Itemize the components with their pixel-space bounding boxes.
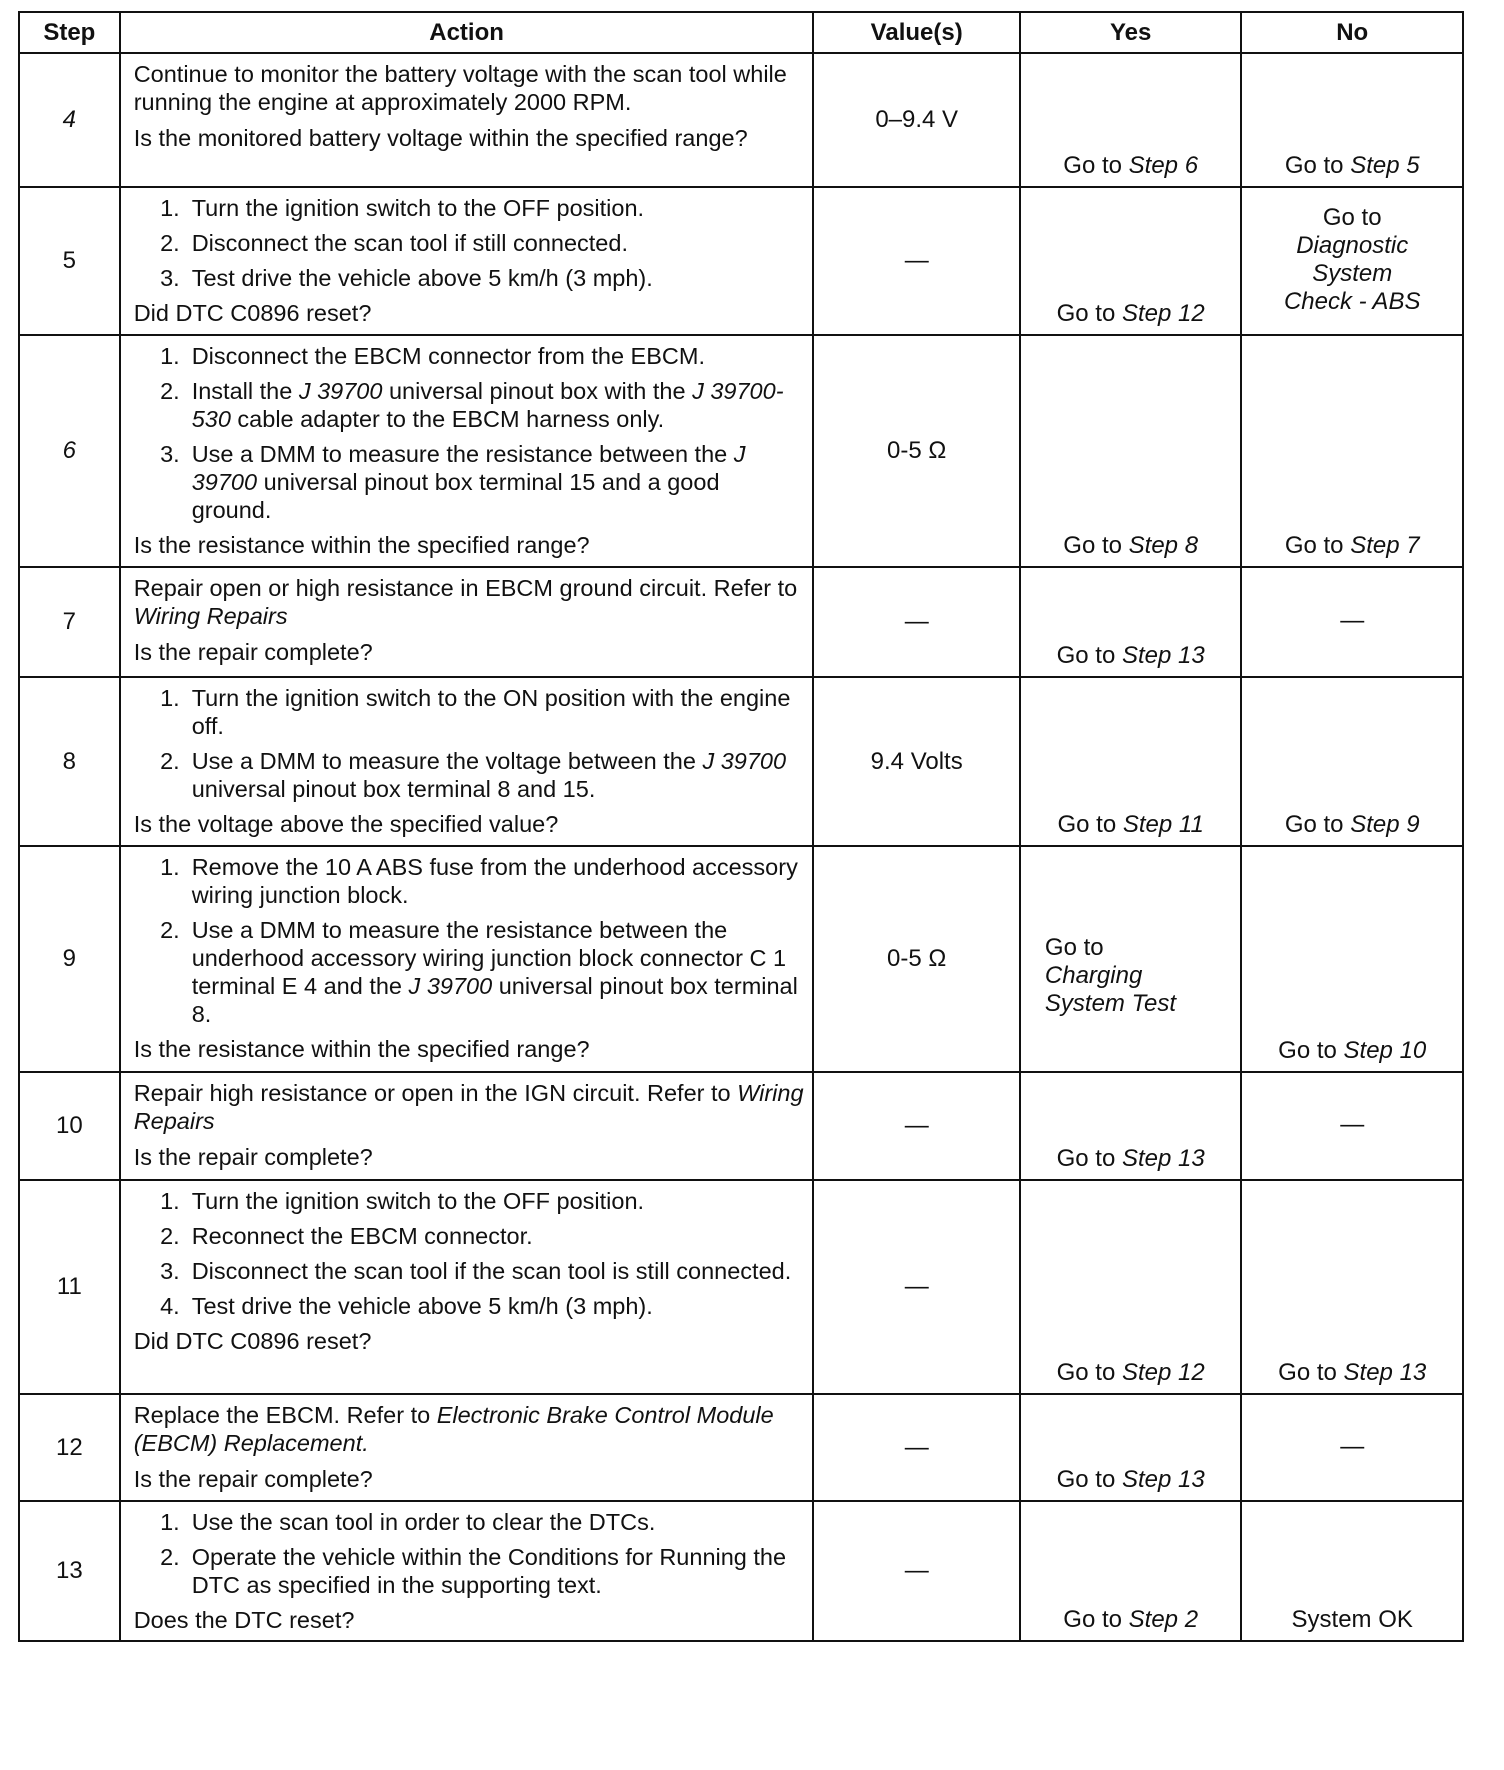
action-question: Is the voltage above the specified value? bbox=[133, 811, 559, 837]
list-item: 3. Test drive the vehicle above 5 km/h (3 mph). bbox=[160, 265, 653, 291]
action-question: Is the resistance within the specified range? bbox=[133, 532, 590, 558]
no-cell: System OK bbox=[1241, 1501, 1463, 1641]
value-cell: — bbox=[813, 567, 1019, 677]
list-item: 2. Operate the vehicle within the Conditions for Running the DTC as specified in the supporting text. bbox=[160, 1544, 787, 1598]
header-row bbox=[19, 12, 1463, 53]
action-cell bbox=[120, 567, 814, 677]
no-link[interactable]: Step 5 bbox=[1350, 152, 1420, 179]
list-item: 2. Use a DMM to measure the resistance between the underhood accessory wiring junction block connector C 1 terminal E 4 and the J 39700 universal pinout box terminal 8. bbox=[160, 917, 798, 1027]
table-row-step-11 bbox=[19, 1180, 1463, 1394]
action-question: Did DTC C0896 reset? bbox=[133, 300, 372, 326]
no-cell: — bbox=[1241, 1394, 1463, 1501]
no-cell: — bbox=[1241, 567, 1463, 677]
table-row-step-10 bbox=[19, 1072, 1463, 1180]
no-cell: Go to Diagnostic System Check - ABS bbox=[1241, 187, 1463, 335]
action-cell bbox=[120, 187, 814, 335]
value-cell: — bbox=[813, 1501, 1019, 1641]
no-cell: Go to Step 10 bbox=[1241, 846, 1463, 1072]
yes-cell: Go to Step 13 bbox=[1020, 1394, 1242, 1501]
list-item: 2. Install the J 39700 universal pinout box with the J 39700-530 cable adapter to the EBCM harness only. bbox=[160, 378, 784, 432]
goto-label: Go to bbox=[1063, 152, 1122, 179]
list-item: 1. Turn the ignition switch to the OFF position. bbox=[160, 195, 645, 221]
yes-link[interactable]: Charging bbox=[1044, 962, 1143, 989]
action-question: Did DTC C0896 reset? bbox=[133, 1328, 372, 1354]
action-list bbox=[134, 194, 805, 292]
list-item: 3. Use a DMM to measure the resistance between the J 39700 universal pinout box terminal 15 and a good ground. bbox=[160, 441, 746, 523]
value-cell: 0-5 Ω bbox=[813, 335, 1019, 567]
value-cell: — bbox=[813, 187, 1019, 335]
action-question: Does the DTC reset? bbox=[133, 1607, 355, 1633]
action-list bbox=[134, 853, 805, 1028]
table-row-step-9 bbox=[19, 846, 1463, 1072]
yes-cell: Go to Step 13 bbox=[1020, 567, 1242, 677]
yes-cell: Go to Step 2 bbox=[1020, 1501, 1242, 1641]
yes-cell bbox=[1020, 53, 1242, 187]
no-link[interactable]: Step 10 bbox=[1343, 1037, 1427, 1064]
list-item: 2. Reconnect the EBCM connector. bbox=[160, 1223, 533, 1249]
yes-link[interactable]: Step 12 bbox=[1121, 1359, 1205, 1386]
step-number: 7 bbox=[19, 567, 120, 677]
yes-link[interactable]: Step 6 bbox=[1128, 152, 1199, 179]
action-list bbox=[134, 1508, 805, 1599]
no-link[interactable]: Step 7 bbox=[1350, 532, 1420, 559]
table-row-step-4 bbox=[19, 53, 1463, 187]
no-link[interactable]: System bbox=[1312, 260, 1393, 287]
action-question: Is the monitored battery voltage within the specified range? bbox=[133, 125, 748, 151]
no-cell: Go to Step 9 bbox=[1241, 677, 1463, 846]
table-row-step-8 bbox=[19, 677, 1463, 846]
action-cell bbox=[120, 335, 814, 567]
action-cell bbox=[120, 1501, 814, 1641]
yes-link[interactable]: Step 13 bbox=[1121, 1466, 1205, 1493]
list-item: 4. Test drive the vehicle above 5 km/h (3 mph). bbox=[160, 1293, 653, 1319]
action-question: Is the repair complete? bbox=[133, 1144, 373, 1170]
yes-link[interactable]: Step 13 bbox=[1121, 1145, 1205, 1172]
list-item: 1. Remove the 10 A ABS fuse from the underhood accessory wiring junction block. bbox=[160, 854, 798, 908]
no-link[interactable]: Step 9 bbox=[1350, 811, 1420, 838]
action-text: Repair high resistance or open in the IGN circuit. Refer to Wiring Repairs bbox=[133, 1080, 804, 1134]
header-values: Value(s) bbox=[813, 12, 1019, 53]
action-list bbox=[134, 1187, 805, 1320]
header-yes: Yes bbox=[1020, 12, 1242, 53]
step-number: 6 bbox=[19, 335, 120, 567]
action-question: Is the repair complete? bbox=[133, 639, 373, 665]
no-cell: Go to Step 7 bbox=[1241, 335, 1463, 567]
step-number: 10 bbox=[19, 1072, 120, 1180]
table-row-step-5 bbox=[19, 187, 1463, 335]
list-item: 3. Disconnect the scan tool if the scan tool is still connected. bbox=[160, 1258, 792, 1284]
table-row-step-13 bbox=[19, 1501, 1463, 1641]
value-cell: — bbox=[813, 1180, 1019, 1394]
list-item: 2. Disconnect the scan tool if still connected. bbox=[160, 230, 628, 256]
table-row-step-7 bbox=[19, 567, 1463, 677]
step-number: 9 bbox=[19, 846, 120, 1072]
action-question: Is the resistance within the specified range? bbox=[133, 1036, 590, 1062]
header-step: Step bbox=[19, 12, 120, 53]
value-cell: 0–9.4 V bbox=[813, 53, 1019, 187]
action-cell bbox=[120, 846, 814, 1072]
action-list bbox=[134, 684, 805, 803]
value-cell: — bbox=[813, 1394, 1019, 1501]
yes-cell: Go to Step 12 bbox=[1020, 1180, 1242, 1394]
yes-link[interactable]: Step 13 bbox=[1121, 642, 1205, 669]
no-link[interactable]: Diagnostic bbox=[1296, 232, 1409, 259]
step-number: 5 bbox=[19, 187, 120, 335]
list-item: 1. Turn the ignition switch to the OFF position. bbox=[160, 1188, 645, 1214]
action-cell bbox=[120, 53, 814, 187]
yes-cell: Go to Step 11 bbox=[1020, 677, 1242, 846]
yes-cell: Go to Step 12 bbox=[1020, 187, 1242, 335]
header-no: No bbox=[1241, 12, 1463, 53]
goto-label: Go to bbox=[1284, 152, 1344, 179]
action-text: Continue to monitor the battery voltage with the scan tool while running the engine at approximately 2000 RPM. bbox=[133, 61, 787, 115]
action-cell bbox=[120, 1072, 814, 1180]
action-cell bbox=[120, 1180, 814, 1394]
action-cell bbox=[120, 1394, 814, 1501]
step-number: 11 bbox=[19, 1180, 120, 1394]
yes-cell: Go to Step 13 bbox=[1020, 1072, 1242, 1180]
header-action: Action bbox=[120, 12, 814, 53]
yes-link[interactable]: Step 11 bbox=[1122, 811, 1204, 838]
action-text: Repair open or high resistance in EBCM ground circuit. Refer to Wiring Repairs bbox=[133, 575, 798, 629]
list-item: 1. Use the scan tool in order to clear the DTCs. bbox=[160, 1509, 656, 1535]
yes-link[interactable]: Step 2 bbox=[1128, 1606, 1199, 1633]
no-cell: Go to Step 13 bbox=[1241, 1180, 1463, 1394]
value-cell: — bbox=[813, 1072, 1019, 1180]
ebcm-replacement-link[interactable]: Electronic Brake Control Module (EBCM) Replacement. bbox=[133, 1402, 774, 1456]
diagnostic-table bbox=[18, 11, 1464, 1642]
step-number: 13 bbox=[19, 1501, 120, 1641]
yes-cell: Go to Step 8 bbox=[1020, 335, 1242, 567]
value-cell: 0-5 Ω bbox=[813, 846, 1019, 1072]
action-cell bbox=[120, 677, 814, 846]
action-list bbox=[134, 342, 805, 524]
wiring-repairs-link[interactable]: Wiring Repairs bbox=[133, 1080, 804, 1134]
no-cell: — bbox=[1241, 1072, 1463, 1180]
list-item: 1. Turn the ignition switch to the ON position with the engine off. bbox=[160, 685, 791, 739]
no-cell bbox=[1241, 53, 1463, 187]
yes-link[interactable]: System Test bbox=[1044, 990, 1177, 1017]
table-row-step-6 bbox=[19, 335, 1463, 567]
step-number: 4 bbox=[19, 53, 120, 187]
table-row-step-12 bbox=[19, 1394, 1463, 1501]
value-cell: 9.4 Volts bbox=[813, 677, 1019, 846]
yes-cell: Go to Charging System Test bbox=[1020, 846, 1242, 1072]
yes-link[interactable]: Step 8 bbox=[1128, 532, 1199, 559]
yes-link[interactable]: Step 12 bbox=[1121, 300, 1205, 327]
step-number: 8 bbox=[19, 677, 120, 846]
action-text: Replace the EBCM. Refer to Electronic Brake Control Module (EBCM) Replacement. bbox=[133, 1402, 774, 1456]
list-item: 1. Disconnect the EBCM connector from the EBCM. bbox=[160, 343, 705, 369]
wiring-repairs-link[interactable]: Wiring Repairs bbox=[133, 603, 288, 629]
step-number: 12 bbox=[19, 1394, 120, 1501]
no-link[interactable]: Step 13 bbox=[1343, 1359, 1427, 1386]
list-item: 2. Use a DMM to measure the voltage between the J 39700 universal pinout box terminal 8 and 15. bbox=[160, 748, 787, 802]
action-question: Is the repair complete? bbox=[133, 1466, 373, 1492]
no-link[interactable]: Check - ABS bbox=[1283, 288, 1421, 315]
